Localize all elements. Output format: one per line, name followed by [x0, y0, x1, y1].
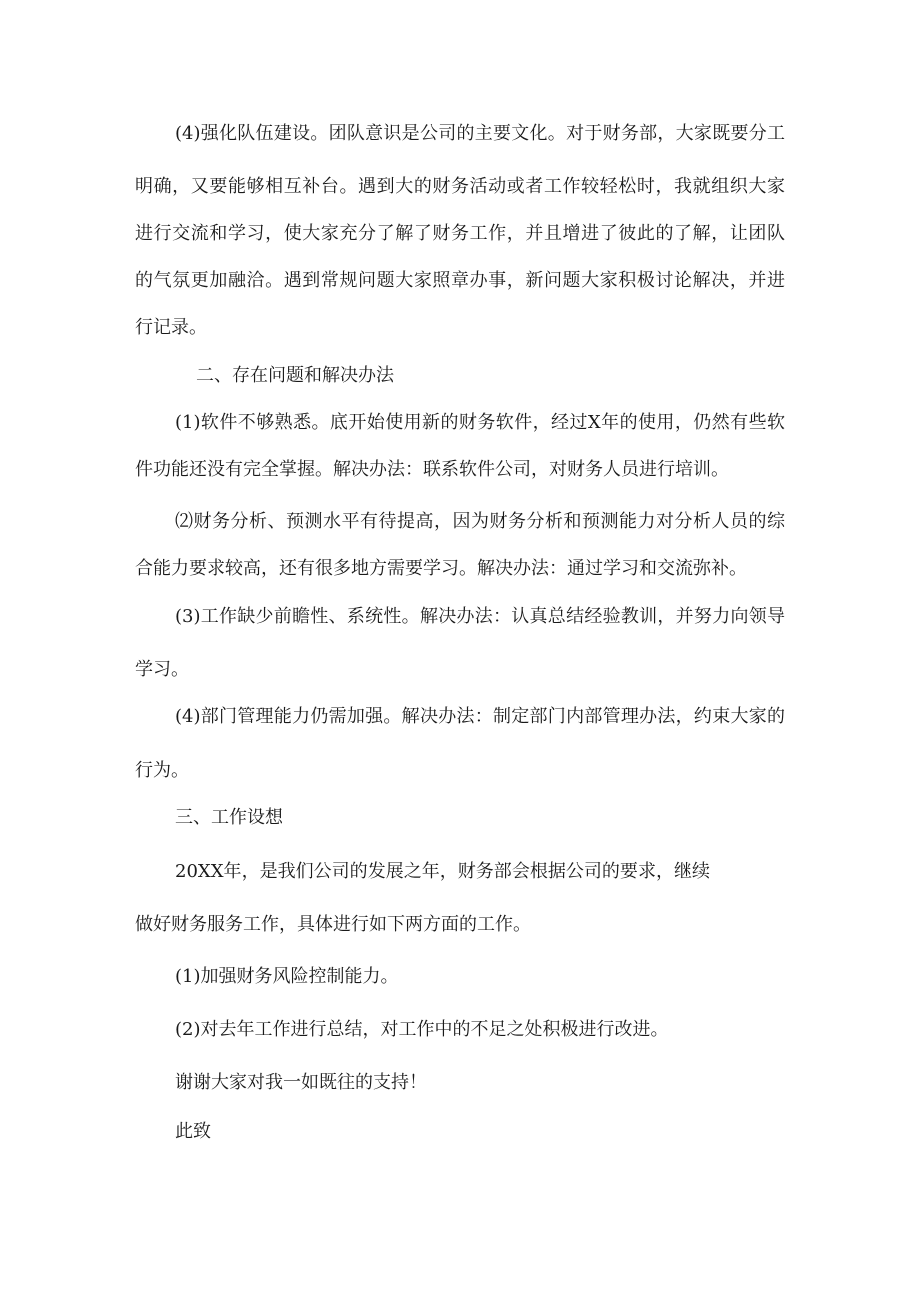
closing-salutation: 此致	[175, 1121, 211, 1142]
paragraph-line: (4)部门管理能力仍需加强。解决办法：制定部门内部管理办法，约束大家的	[175, 706, 785, 727]
paragraph-line: 学习。	[135, 659, 189, 680]
paragraph-line: (1)软件不够熟悉。底开始使用新的财务软件，经过X年的使用，仍然有些软	[175, 412, 785, 433]
paragraph-line: 进行交流和学习，使大家充分了解了财务工作，并且增进了彼此的了解，让团队	[135, 223, 785, 244]
section-heading: 二、存在问题和解决办法	[196, 365, 394, 386]
paragraph-line: 的气氛更加融洽。遇到常规问题大家照章办事，新问题大家积极讨论解决，并进	[135, 270, 785, 291]
list-item: (1)加强财务风险控制能力。	[175, 966, 399, 987]
list-item: (2)对去年工作进行总结，对工作中的不足之处积极进行改进。	[175, 1019, 669, 1040]
paragraph-line: 做好财务服务工作，具体进行如下两方面的工作。	[135, 914, 531, 935]
paragraph-line: 合能力要求较高，还有很多地方需要学习。解决办法：通过学习和交流弥补。	[135, 558, 747, 579]
paragraph-line: ⑵财务分析、预测水平有待提高，因为财务分析和预测能力对分析人员的综	[175, 511, 785, 532]
paragraph-line: 件功能还没有完全掌握。解决办法：联系软件公司，对财务人员进行培训。	[135, 459, 729, 480]
paragraph-line: (4)强化队伍建设。团队意识是公司的主要文化。对于财务部，大家既要分工	[175, 123, 785, 144]
section-heading: 三、工作设想	[175, 807, 283, 828]
paragraph-line: 明确，又要能够相互补台。遇到大的财务活动或者工作较轻松时，我就组织大家	[135, 176, 785, 197]
closing-line: 谢谢大家对我一如既往的支持！	[175, 1072, 427, 1093]
paragraph-line: 行记录。	[135, 317, 207, 338]
paragraph-line: (3)工作缺少前瞻性、系统性。解决办法：认真总结经验教训，并努力向领导	[175, 606, 785, 627]
paragraph-line: 行为。	[135, 760, 189, 781]
paragraph-line: 20XX年，是我们公司的发展之年，财务部会根据公司的要求，继续	[175, 861, 710, 882]
